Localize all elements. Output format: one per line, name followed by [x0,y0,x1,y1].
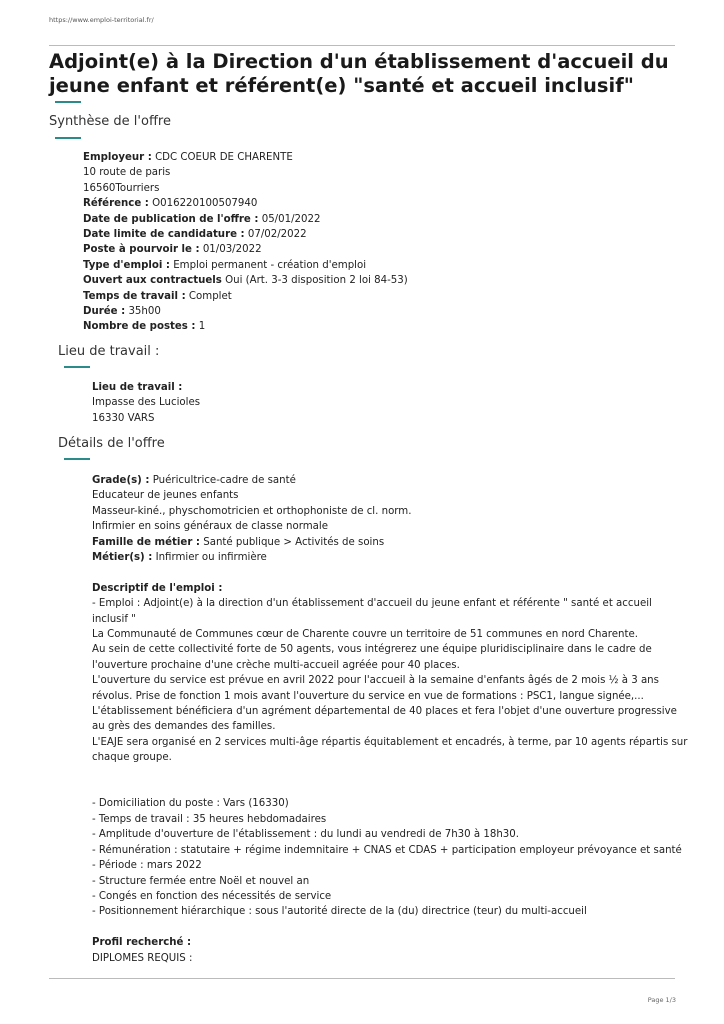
descriptif-line: révolus. Prise de fonction 1 mois avant l'ouverture du service en vue de formations : PSC1, langue signée,... [92,690,644,702]
descriptif-label: Descriptif de l'emploi : [92,582,223,594]
descriptif-line: - Emploi : Adjoint(e) à la direction d'un établissement d'accueil du jeune enfant et référente " santé et accueil [92,598,652,610]
descriptif-line: chaque groupe. [92,752,172,764]
condition-item: - Période : mars 2022 [92,860,202,872]
descriptif-line: au grès des demandes des familles. [92,721,276,733]
reference-row [83,196,408,211]
descriptif-line: L'EAJE sera organisé en 2 services multi-âge répartis équitablement et encadrés, à terme, par 10 agents répartis sur [92,736,688,748]
descriptif-line: Au sein de cette collectivité forte de 50 agents, vous intégrerez une équipe pluridisciplinaire dans le cadre de [92,644,652,656]
metiers-row [92,550,702,565]
grade-item: Masseur-kiné., physchomotricien et orthophoniste de cl. norm. [92,505,412,517]
contract-value: Oui (Art. 3-3 disposition 2 loi 84-53) [225,275,408,287]
duration-value: 35h00 [128,306,161,318]
pub-date-label: Date de publication de l'offre : [83,213,259,225]
posts-row [83,319,408,334]
descriptif-line: L'ouverture du service est prévue en avril 2022 pour l'accueil à la semaine d'enfants âgés de 2 mois ½ à 3 ans [92,675,659,687]
pub-date-value: 05/01/2022 [261,213,321,225]
worktime-label: Temps de travail : [83,290,186,302]
bottom-divider [49,978,675,979]
grade-item: Puéricultrice-cadre de santé [152,475,296,486]
reference-label: Référence : [83,198,149,210]
deadline-row [83,227,408,242]
job-type-row [83,258,408,273]
deadline-label: Date limite de candidature : [83,229,245,241]
grade-item: Infirmier en soins généraux de classe normale [92,521,329,533]
lieu-block [92,380,200,426]
employer-row [83,150,408,165]
employer-address-1: 10 route de paris [83,167,171,179]
details-heading: Détails de l'offre [58,436,165,451]
descriptif-line: L'établissement bénéficiera d'un agrément départemental de 40 places et fera l'objet d'une ouverture progressive [92,706,677,718]
lieu-address-1: Impasse des Lucioles [92,397,201,409]
condition-item: - Rémunération : statutaire + régime indemnitaire + CNAS et CDAS + participation employeur prévoyance et santé [92,844,682,856]
condition-item: - Domiciliation du poste : Vars (16330) [92,798,289,810]
descriptif-line: La Communauté de Communes cœur de Charente couvre un territoire de 51 communes en nord Charente. [92,629,638,641]
top-divider [49,45,675,46]
title-accent [55,101,81,103]
start-label: Poste à pourvoir le : [83,244,200,256]
deadline-value: 07/02/2022 [247,229,307,241]
famille-row [92,535,702,550]
start-row [83,242,408,257]
job-type-label: Type d'emploi : [83,259,170,271]
synthese-heading: Synthèse de l'offre [49,114,171,129]
synthese-block [83,150,408,335]
synthese-accent [55,137,81,139]
worktime-row [83,289,408,304]
reference-value: O016220100507940 [152,198,258,210]
descriptif-line: inclusif " [92,613,136,625]
page-title: Adjoint(e) à la Direction d'un établissement d'accueil du jeune enfant et référent(e) "santé et accueil inclusif" [49,50,669,97]
pub-date-row [83,212,408,227]
condition-item: - Congés en fonction des nécessités de service [92,890,332,902]
famille-value: Santé publique > Activités de soins [203,536,385,548]
grades-label: Grade(s) : [92,475,150,486]
posts-value: 1 [198,321,206,333]
condition-item: - Temps de travail : 35 heures hebdomadaires [92,813,327,825]
lieu-label: Lieu de travail : [92,382,183,393]
worktime-value: Complet [188,290,232,302]
condition-item: - Positionnement hiérarchique : sous l'autorité directe de la (du) directrice (teur) du multi-accueil [92,906,587,918]
lieu-address-2: 16330 VARS [92,412,155,424]
lieu-accent [64,366,90,368]
famille-label: Famille de métier : [92,536,200,548]
descriptif-line: l'ouverture prochaine d'une crèche multi-accueil agréée pour 40 places. [92,659,460,671]
grade-item: Educateur de jeunes enfants [92,490,239,502]
metiers-label: Métier(s) : [92,552,153,564]
page-url: https://www.emploi-territorial.fr/ [49,16,154,24]
page-number: Page 1/3 [647,996,676,1004]
posts-label: Nombre de postes : [83,321,196,333]
employer-name: CDC COEUR DE CHARENTE [155,152,293,163]
contract-row [83,273,408,288]
job-type-value: Emploi permanent - création d'emploi [173,259,367,271]
metiers-value: Infirmier ou infirmière [155,552,267,564]
profil-first-line: DIPLOMES REQUIS : [92,952,193,964]
condition-item: - Amplitude d'ouverture de l'établissement : du lundi au vendredi de 7h30 à 18h30. [92,829,519,841]
contract-label: Ouvert aux contractuels [83,275,222,287]
grades-row [92,473,702,488]
duration-label: Durée : [83,306,126,318]
start-value: 01/03/2022 [202,244,262,256]
lieu-heading: Lieu de travail : [58,344,160,359]
condition-item: - Structure fermée entre Noël et nouvel an [92,875,310,887]
duration-row [83,304,408,319]
employer-address-2: 16560Tourriers [83,182,160,194]
employer-label: Employeur : [83,152,152,163]
details-accent [64,458,90,460]
profil-label: Profil recherché : [92,937,192,949]
details-block [92,473,702,966]
